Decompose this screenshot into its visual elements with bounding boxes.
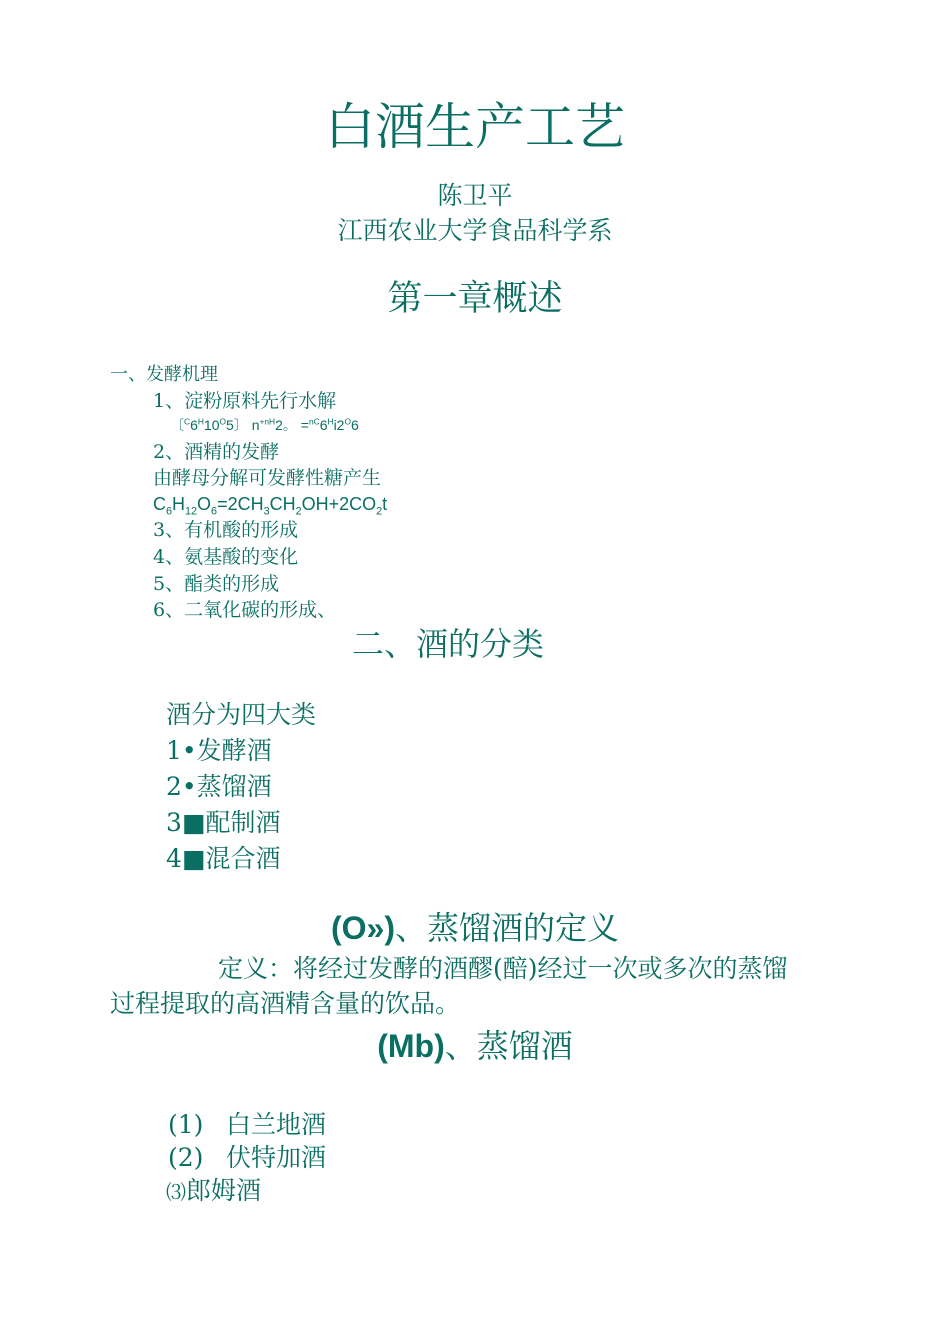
item-label: 混合酒	[205, 844, 281, 873]
heading-suffix: 、蒸馏酒的定义	[394, 909, 619, 947]
formula-part: 2	[376, 505, 383, 518]
formula-part: 2	[275, 417, 283, 433]
section1-heading: 一、发酵机理	[110, 364, 218, 385]
formula-part: t	[382, 494, 388, 514]
formula-part: 3	[263, 505, 270, 518]
formula-part: C	[184, 416, 191, 427]
section3-heading	[0, 909, 950, 947]
heading-suffix: 、蒸馏酒	[444, 1027, 573, 1065]
formula-part: H	[197, 416, 204, 427]
classification-item	[166, 738, 272, 763]
definition-line-1: 定义：将经过发酵的酒醪(醅)经过一次或多次的蒸馏	[218, 954, 788, 983]
affiliation: 江西农业大学食品科学系	[337, 216, 613, 245]
item-label: 蒸馏酒	[196, 772, 272, 801]
chapter-title: 第一章概述	[387, 279, 563, 319]
item-label: 郎姆酒	[186, 1176, 262, 1205]
item-label: 发酵酒	[196, 736, 272, 765]
square-bullet-mark: ■	[181, 844, 206, 873]
formula-part: =	[300, 417, 309, 433]
fermentation-formula	[153, 494, 388, 518]
formula-part: 6	[319, 417, 328, 433]
heading-prefix: (Mb)	[377, 1028, 445, 1064]
spirit-item	[166, 1178, 261, 1203]
item-label: 配制酒	[205, 808, 281, 837]
section1-item6: 6、二氧化碳的形成、	[153, 599, 337, 621]
hydrolysis-formula	[170, 418, 359, 432]
section2-heading: 二、酒的分类	[352, 625, 545, 663]
formula-part: 6	[166, 505, 173, 518]
classification-item	[166, 774, 272, 799]
formula-part: +nH	[259, 416, 276, 427]
formula-part: 〕	[233, 417, 248, 433]
item-label: 白兰地酒	[226, 1110, 327, 1139]
section1-item4: 4、氨基酸的变化	[153, 546, 299, 568]
spirit-item	[168, 1112, 326, 1137]
formula-part: OH+2CO	[301, 494, 377, 514]
item-number: ⑶	[166, 1180, 186, 1204]
classification-item	[166, 810, 281, 835]
formula-part: 〔	[170, 417, 184, 433]
document-title: 白酒生产工艺	[325, 98, 625, 156]
formula-part: nC	[308, 416, 320, 427]
section1-item2-desc: 由酵母分解可发酵性糖产生	[153, 467, 382, 489]
section2-intro: 酒分为四大类	[166, 700, 317, 729]
item-number: 3	[166, 808, 182, 837]
formula-part: 12	[185, 505, 198, 518]
section1-item2: 2、酒精的发酵	[153, 441, 280, 463]
formula-part: H	[327, 416, 334, 427]
formula-part: 6	[350, 417, 359, 433]
item-label: 伏特加酒	[226, 1143, 327, 1172]
item-number: 1	[166, 736, 182, 765]
formula-part: 10	[203, 417, 220, 433]
section1-item3: 3、有机酸的形成	[153, 519, 299, 541]
formula-part: =2CH	[217, 494, 264, 514]
formula-part: CH	[269, 494, 296, 514]
bullet-mark: •	[181, 772, 197, 801]
formula-part: n	[251, 417, 260, 433]
item-number: 2	[166, 772, 182, 801]
author-name: 陈卫平	[437, 181, 513, 210]
formula-part: i2	[333, 417, 345, 433]
spirit-item	[168, 1145, 326, 1170]
formula-part: 6	[211, 505, 218, 518]
formula-part: 6	[190, 417, 198, 433]
formula-part: C	[153, 494, 166, 514]
formula-part: 2	[295, 505, 302, 518]
formula-part: O	[219, 416, 227, 427]
formula-part: O	[344, 416, 351, 427]
item-number: (2)	[168, 1143, 204, 1172]
item-number: 4	[166, 844, 182, 873]
item-number: (1)	[168, 1110, 204, 1139]
section4-heading	[0, 1027, 950, 1065]
formula-part: 5	[226, 417, 234, 433]
section1-item5: 5、酯类的形成	[153, 573, 280, 595]
formula-part: O	[197, 494, 212, 514]
heading-prefix: (O»)	[330, 910, 395, 946]
section1-item1: 1、淀粉原料先行水解	[153, 390, 337, 412]
classification-item	[166, 846, 281, 871]
square-bullet-mark: ■	[181, 808, 206, 837]
formula-part: H	[172, 494, 186, 514]
definition-line-2: 过程提取的高酒精含量的饮品。	[110, 989, 461, 1018]
bullet-mark: •	[181, 736, 197, 765]
formula-part: 。	[282, 417, 297, 433]
